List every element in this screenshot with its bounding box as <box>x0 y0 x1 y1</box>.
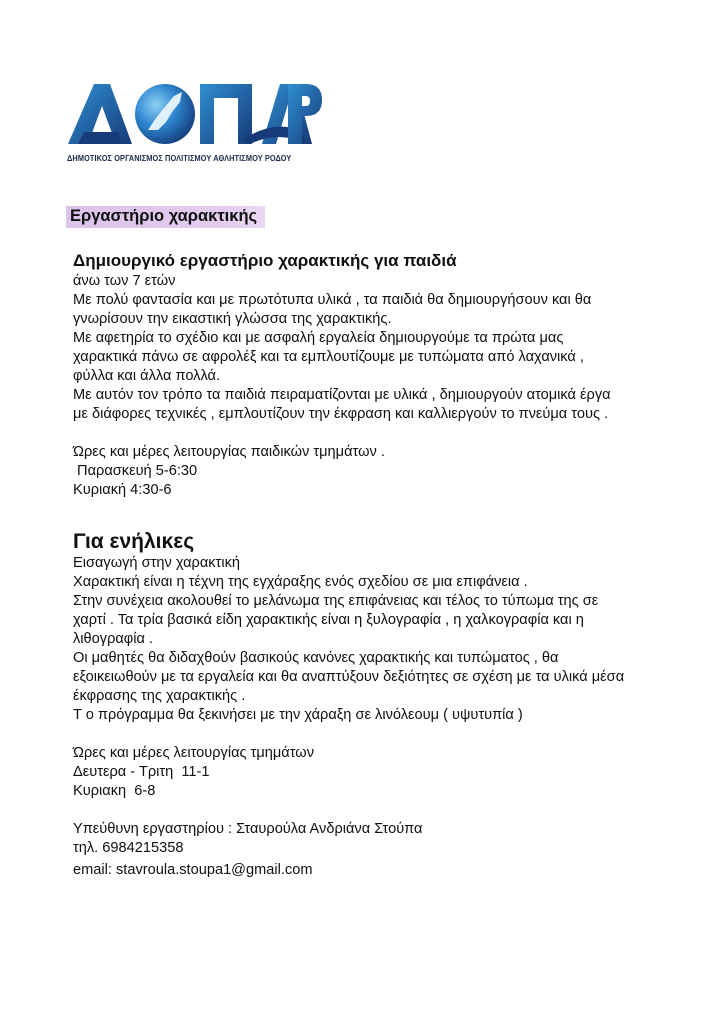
adults-title: Για ενήλικες <box>73 530 195 553</box>
kids-schedule-item: Παρασκευή 5-6:30 <box>73 463 198 479</box>
contact-email[interactable]: email: stavroula.stoupa1@gmail.com <box>73 862 313 878</box>
kids-line: Με αυτόν τον τρόπο τα παιδιά πειραματίζονται με υλικά , δημιουργούν ατομικά έργα <box>73 387 611 403</box>
adults-line: χαρτί . Τα τρία βασικά είδη χαρακτικής είναι η ξυλογραφία , η χαλκογραφία και η <box>73 612 584 628</box>
kids-title: Δημιουργικό εργαστήριο χαρακτικής για παιδιά <box>73 251 457 270</box>
adults-section <box>73 530 713 801</box>
dopar-logo <box>66 82 326 164</box>
adults-schedule-item: Δευτερα - Τριτη 11-1 <box>73 764 210 780</box>
dopar-logo-mark <box>66 82 326 152</box>
adults-line: έκφρασης της χαρακτικής . <box>73 688 246 704</box>
adults-schedule-item: Κυριακη 6-8 <box>73 783 156 799</box>
contact-phone[interactable]: τηλ. 6984215358 <box>73 840 184 856</box>
adults-line: Εισαγωγή στην χαρακτική <box>73 555 240 571</box>
kids-schedule-item: Κυριακή 4:30-6 <box>73 482 172 498</box>
adults-schedule-title: Ώρες και μέρες λειτουργίας τμημάτων <box>73 745 314 761</box>
adults-line: Τ ο πρόγραμμα θα ξεκινήσει με την χάραξη σε λινόλεουμ ( υψυτυπία ) <box>73 707 523 723</box>
section-badge: Εργαστήριο χαρακτικής <box>66 206 265 228</box>
kids-line: Με αφετηρία το σχέδιο και με ασφαλή εργαλεία δημιουργούμε τα πρώτα μας <box>73 330 564 346</box>
kids-line: με διάφορες τεχνικές , εμπλουτίζουν την έκφραση και καλλιεργούν το πνεύμα τους . <box>73 406 609 422</box>
logo-subtitle: ΔΗΜΟΤΙΚΟΣ ΟΡΓΑΝΙΣΜΟΣ ΠΟΛΙΤΙΣΜΟΥ ΑΘΛΗΤΙΣΜΟΥ ΡΟΔΟΥ <box>67 153 292 163</box>
document-body <box>73 250 713 880</box>
adults-line: Χαρακτική είναι η τέχνη της εγχάραξης ενός σχεδίου σε μια επιφάνεια . <box>73 574 528 590</box>
kids-section <box>73 250 713 500</box>
kids-line: χαρακτικά πάνω σε αφρολέξ και τα εμπλουτίζουμε με τυπώματα από λαχανικά , <box>73 349 584 365</box>
contact-section <box>73 820 713 880</box>
adults-line: λιθογραφία . <box>73 631 154 647</box>
adults-line: Οι μαθητές θα διδαχθούν βασικούς κανόνες χαρακτικής και τυπώματος , θα <box>73 650 559 666</box>
logo-pi <box>200 84 252 144</box>
adults-line: εξοικειωθούν με τα εργαλεία και θα αναπτύξουν δεξιότητες σε σχέση με τα υλικά μέσα <box>73 669 625 685</box>
adults-line: Στην συνέχεια ακολουθεί το μελάνωμα της επιφάνειας και τέλος το τύπωμα της σε <box>73 593 599 609</box>
kids-line: άνω των 7 ετών <box>73 273 176 289</box>
kids-line: Με πολύ φαντασία και με πρωτότυπα υλικά , τα παιδιά θα δημιουργήσουν και θα <box>73 292 592 308</box>
contact-responsible: Υπεύθυνη εργαστηρίου : Σταυρούλα Ανδριάνα Στούπα <box>73 821 423 837</box>
kids-line: φύλλα και άλλα πολλά. <box>73 368 221 384</box>
kids-line: γνωρίσουν την εικαστική γλώσσα της χαρακτικής. <box>73 311 392 327</box>
kids-schedule-title: Ώρες και μέρες λειτουργίας παιδικών τμημάτων . <box>73 444 385 460</box>
